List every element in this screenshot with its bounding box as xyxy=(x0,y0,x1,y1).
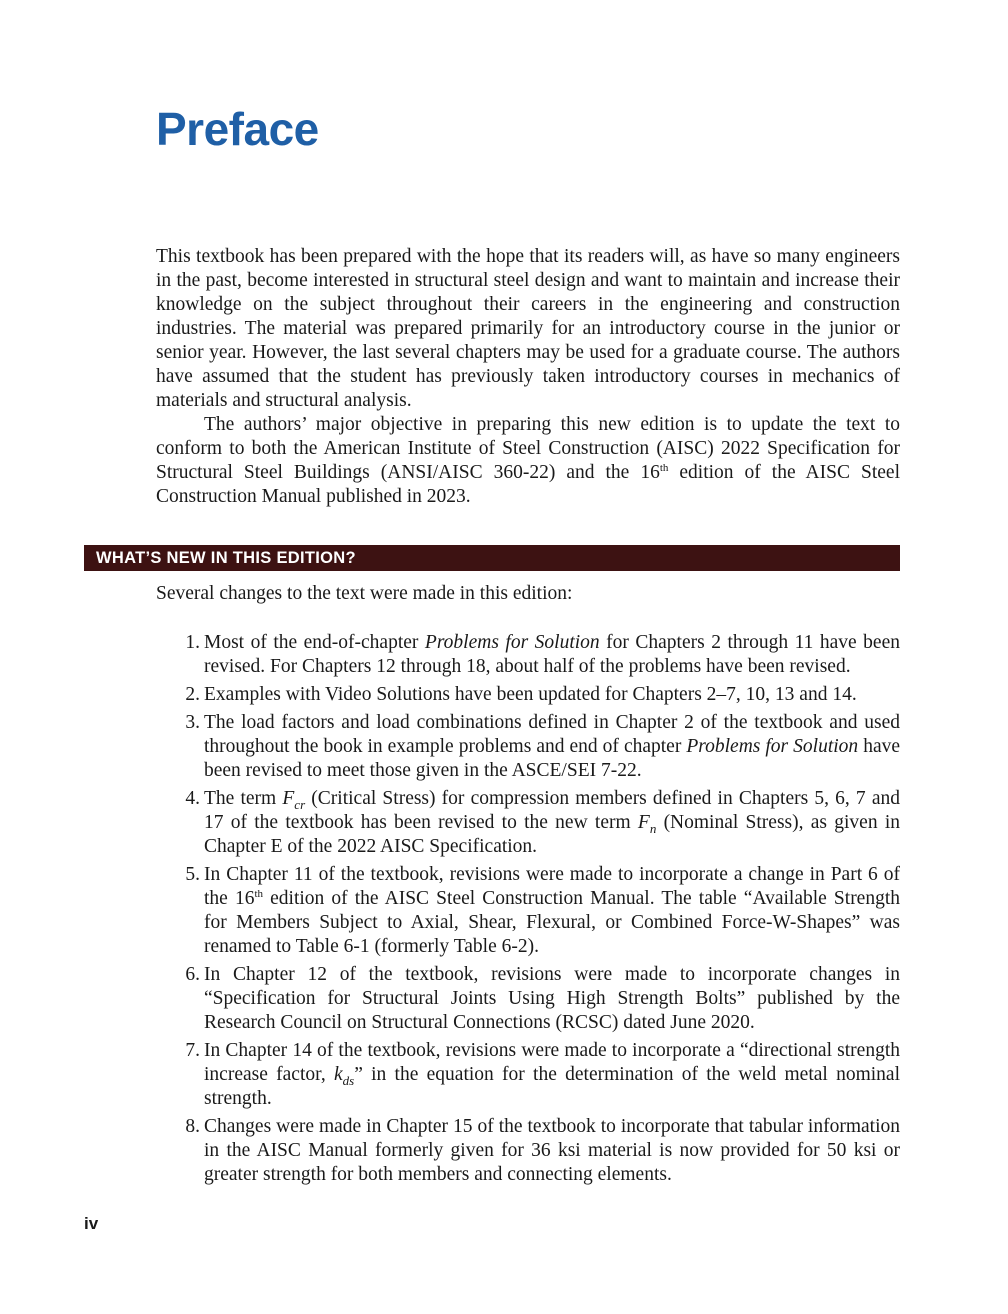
paragraph-2: The authors’ major objective in preparing this new edition is to update the text to conform to both the American Institute of Steel Construction (AISC) 2022 Specification for Structural Steel Buildings (ANSI/AISC 360-22) and the 16th edition of the AISC Steel Construction Manual published in 2023. xyxy=(156,414,900,507)
item-number: 6. xyxy=(185,964,200,985)
section-intro: Several changes to the text were made in this edition: xyxy=(156,583,573,604)
page-title: Preface xyxy=(156,103,319,155)
item-number: 8. xyxy=(185,1116,200,1137)
list-item: 7. In Chapter 14 of the textbook, revisions were made to incorporate a “directional strength increase factor, $k_{ds}$” in the equation for the determination of the weld metal nominal strength. xyxy=(156,1039,900,1111)
list-item: 4. The term $F_{cr}$ (Critical Stress) for compression members defined in Chapters 5, 6, 7 and 17 of the textbook has been revised to the new term $F_n$ (Nominal Stress), as given in Chapter E of the 2022 AISC Specification. xyxy=(156,787,900,859)
preface-body xyxy=(156,245,900,509)
item-number: 2. xyxy=(185,684,200,705)
page-number: iv xyxy=(84,1214,99,1233)
item-number: 1. xyxy=(185,632,200,653)
item-number: 5. xyxy=(185,864,200,885)
paragraph-1: This textbook has been prepared with the hope that its readers will, as have so many engineers in the past, become interested in structural steel design and want to maintain and increase their knowledge on the subject throughout their careers in the engineering and construction industries. The material was prepared primarily for an introductory course in the junior or senior year. However, the last several chapters may be used for a graduate course. The authors have assumed that the student has previously taken introductory courses in mechanics of materials and structural analysis. xyxy=(156,246,900,411)
item-number: 4. xyxy=(185,788,200,809)
list-item: 1. Most of the end-of-chapter Problems for Solution for Chapters 2 through 11 have been revised. For Chapters 12 through 18, about half of the problems have been revised. xyxy=(156,631,900,679)
item-number: 3. xyxy=(185,712,200,733)
list-item: 8. Changes were made in Chapter 15 of the textbook to incorporate that tabular information in the AISC Manual formerly given for 36 ksi material is now provided for 50 ksi or greater strength for both members and connecting elements. xyxy=(156,1115,900,1187)
list-item: 6. In Chapter 12 of the textbook, revisions were made to incorporate changes in “Specification for Structural Joints Using High Strength Bolts” published by the Research Council on Structural Connections (RCSC) dated June 2020. xyxy=(156,963,900,1035)
list-item: 3. The load factors and load combinations defined in Chapter 2 of the textbook and used throughout the book in example problems and end of chapter Problems for Solution have been revised to meet those given in the ASCE/SEI 7-22. xyxy=(156,711,900,783)
list-item: 5. In Chapter 11 of the textbook, revisions were made to incorporate a change in Part 6 of the 16th edition of the AISC Steel Construction Manual. The table “Available Strength for Members Subject to Axial, Shear, Flexural, or Combined Force-W-Shapes” was renamed to Table 6-1 (formerly Table 6-2). xyxy=(156,863,900,959)
section-heading: WHAT’S NEW IN THIS EDITION? xyxy=(84,545,900,571)
list-item: 2. Examples with Video Solutions have been updated for Chapters 2–7, 10, 13 and 14. xyxy=(156,683,900,707)
item-number: 7. xyxy=(185,1040,200,1061)
changes-list xyxy=(156,631,900,1191)
